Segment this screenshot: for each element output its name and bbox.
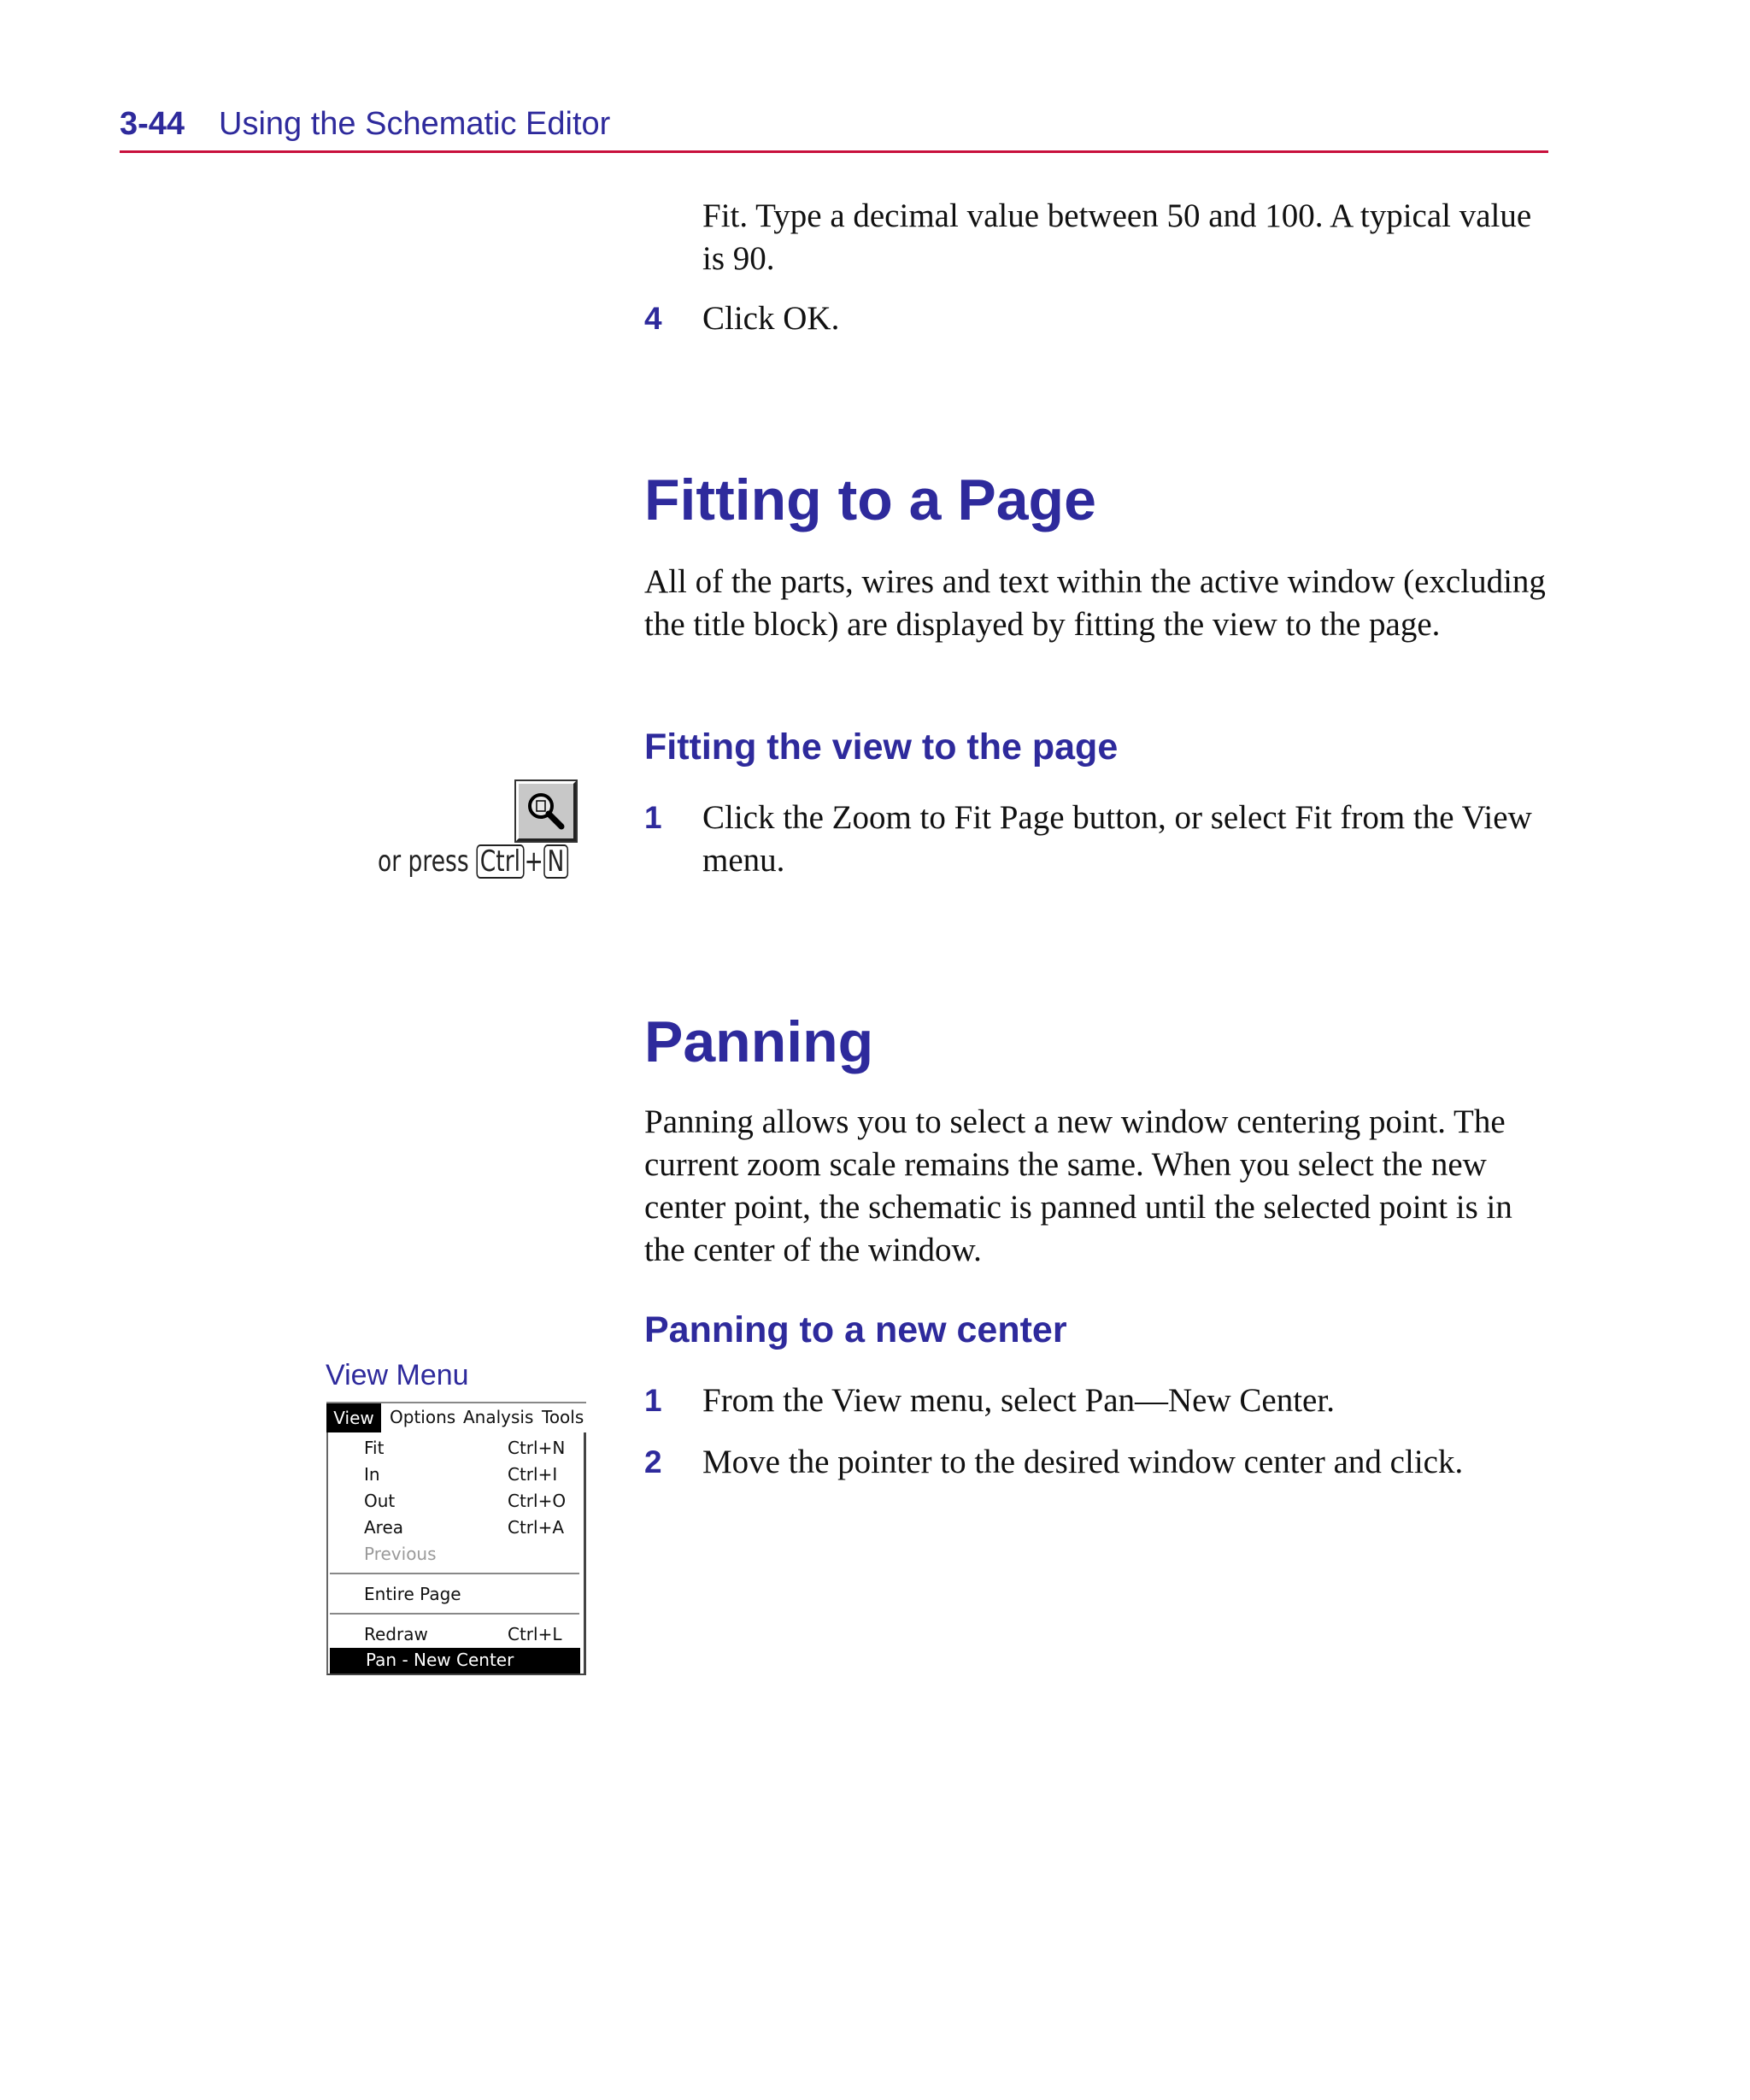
subheading-fitting-view: Fitting the view to the page: [644, 726, 1119, 768]
menu-item-label: Pan - New Center: [366, 1650, 514, 1670]
menu-item-label: Redraw: [364, 1624, 428, 1644]
menu-item-shortcut: Ctrl+A: [508, 1517, 565, 1538]
menu-analysis[interactable]: Analysis: [463, 1407, 534, 1427]
subheading-panning-center: Panning to a new center: [644, 1309, 1067, 1350]
panning-step-number-2: 2: [644, 1444, 662, 1479]
menu-separator: [330, 1613, 579, 1615]
shortcut-hint: [378, 844, 568, 879]
menu-item-shortcut: Ctrl+L: [508, 1624, 562, 1644]
menu-item-shortcut: Ctrl+N: [508, 1438, 566, 1458]
panning-step-text-1: From the View menu, select Pan—New Center.: [702, 1382, 1335, 1419]
menu-item-pan-new-center[interactable]: [330, 1648, 580, 1674]
menu-item-redraw[interactable]: [328, 1622, 581, 1648]
menu-item-in[interactable]: [328, 1462, 581, 1488]
section-heading-fitting: Fitting to a Page: [644, 468, 1096, 532]
plus-sign: +: [524, 844, 543, 879]
menu-item-previous: [328, 1542, 581, 1568]
running-title: Using the Schematic Editor: [219, 106, 611, 142]
or-press-label: or press: [378, 844, 469, 879]
menu-item-label: Entire Page: [364, 1584, 461, 1604]
menu-item-label: Fit: [364, 1438, 385, 1458]
panning-body: Panning allows you to select a new window centering point. The current zoom scale remains the same. When you select the new center point, the schematic is panned until the selected point is in the center of the window.: [644, 1103, 1512, 1268]
view-menu-caption: View Menu: [326, 1359, 469, 1391]
view-dropdown: [326, 1432, 586, 1675]
menu-separator: [330, 1573, 579, 1575]
menu-options[interactable]: Options: [390, 1407, 456, 1427]
n-key: N: [543, 844, 568, 879]
header-rule: [120, 150, 1548, 153]
step3-continuation: Fit. Type a decimal value between 50 and 100. A typical value is 90.: [702, 197, 1532, 277]
menu-item-shortcut: Ctrl+I: [508, 1464, 558, 1485]
panning-step-number-1: 1: [644, 1383, 662, 1418]
zoom-to-fit-button[interactable]: [516, 781, 576, 841]
menu-item-label: Previous: [364, 1544, 437, 1564]
fitting-step-number-1: 1: [644, 800, 662, 835]
menu-item-area[interactable]: [328, 1515, 581, 1541]
fitting-body: All of the parts, wires and text within the active window (excluding the title block) are displayed by fitting the view to the page.: [644, 563, 1546, 643]
zoom-fit-icon: [524, 789, 568, 833]
menu-item-shortcut: Ctrl+O: [508, 1491, 567, 1511]
menu-item-entire-page[interactable]: [328, 1582, 581, 1608]
menu-item-label: Out: [364, 1491, 396, 1511]
menu-view[interactable]: [326, 1403, 381, 1432]
section-heading-panning: Panning: [644, 1009, 874, 1074]
menu-view-label: View: [333, 1408, 374, 1428]
step-number-4: 4: [644, 301, 662, 336]
menu-item-label: In: [364, 1464, 380, 1485]
page-header: [120, 106, 1548, 154]
menu-bar: [326, 1402, 586, 1432]
menu-item-fit[interactable]: [328, 1436, 581, 1462]
menu-item-out[interactable]: [328, 1489, 581, 1515]
fitting-step-text-1: Click the Zoom to Fit Page button, or select Fit from the View menu.: [702, 799, 1532, 879]
step-text-4: Click OK.: [702, 300, 840, 337]
page-number: 3-44: [120, 106, 185, 142]
menu-item-label: Area: [364, 1517, 404, 1538]
menu-tools[interactable]: Tools: [542, 1407, 584, 1427]
ctrl-key: Ctrl: [476, 844, 525, 879]
panning-step-text-2: Move the pointer to the desired window center and click.: [702, 1444, 1464, 1480]
